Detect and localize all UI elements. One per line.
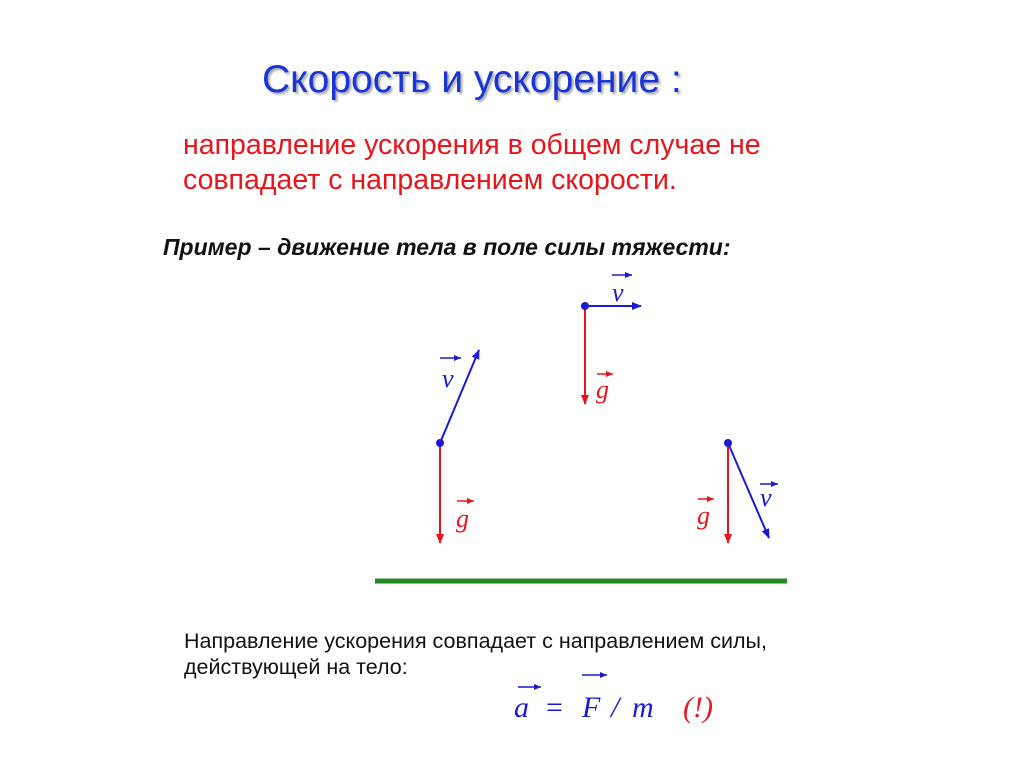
- body-falling: [697, 439, 778, 543]
- formula-m: m: [632, 691, 654, 724]
- conclusion-line-1: Направление ускорения совпадает с направлением силы,: [184, 629, 767, 653]
- velocity-label: v: [612, 278, 624, 307]
- velocity-label: v: [760, 483, 772, 512]
- body-rising: [436, 350, 479, 543]
- body-point: [436, 439, 444, 447]
- velocity-label: v: [442, 364, 454, 393]
- gravity-label: g: [697, 501, 710, 530]
- conclusion-text: [184, 628, 767, 680]
- body-point: [581, 302, 589, 310]
- subtitle-line-2: совпадает с направлением скорости.: [183, 164, 677, 196]
- formula-a: a: [514, 691, 529, 724]
- formula: [514, 675, 713, 724]
- conclusion-line-2: действующей на тело:: [184, 655, 408, 679]
- formula-F: F: [582, 691, 601, 724]
- formula-note: (!): [683, 691, 713, 724]
- gravity-label: g: [456, 504, 469, 533]
- subtitle-line-1: направление ускорения в общем случае не: [183, 129, 761, 161]
- body-point: [724, 439, 732, 447]
- gravity-label: g: [596, 375, 609, 404]
- example-caption: Пример – движение тела в поле силы тяжести:: [163, 234, 731, 260]
- formula-slash: /: [611, 691, 620, 724]
- formula-equals: =: [546, 691, 563, 724]
- slide-title: Скорость и ускорение :: [262, 58, 682, 101]
- body-apex: [581, 275, 641, 404]
